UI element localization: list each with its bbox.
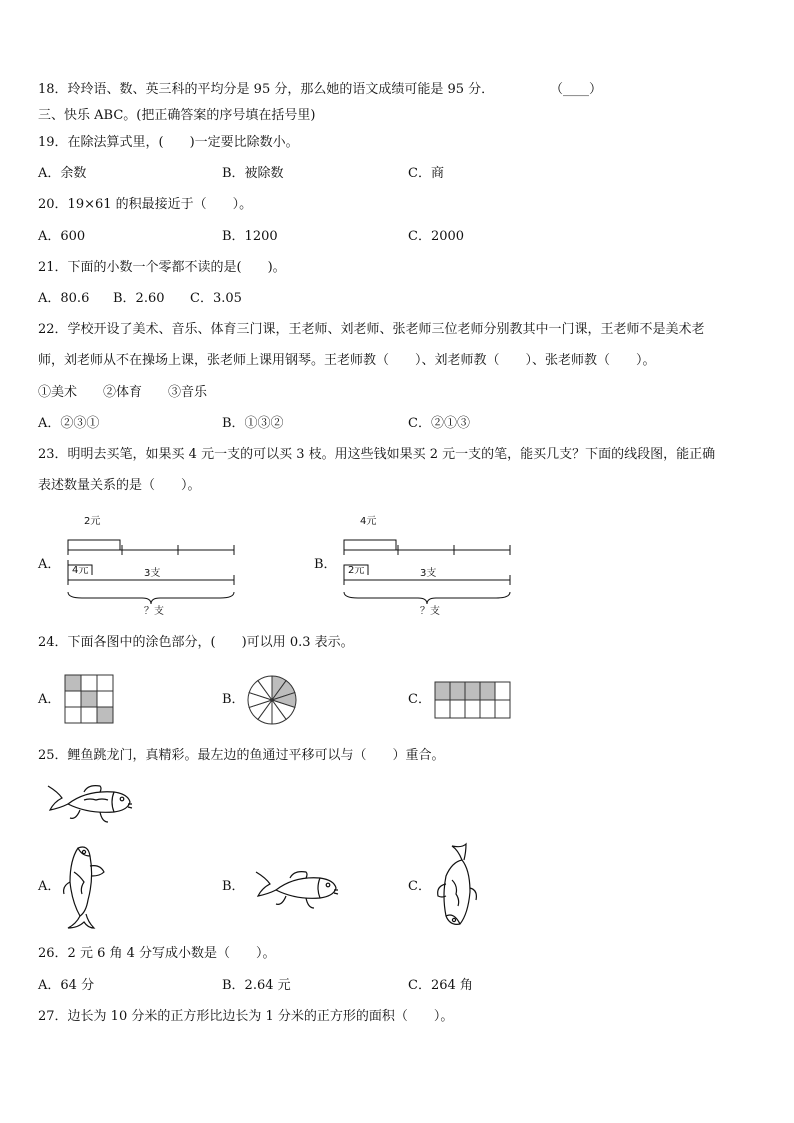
- q21-option-b[interactable]: B．2.60: [113, 291, 165, 306]
- q20-option-c[interactable]: C．2000: [408, 229, 465, 244]
- q26-option-a[interactable]: A．64 分: [38, 978, 95, 993]
- q20-option-b[interactable]: B．1200: [222, 229, 278, 244]
- q24-figure-a-grid[interactable]: [64, 674, 118, 726]
- q23-b-mid-label: 3支: [420, 568, 437, 579]
- q23-b-small-label: 2元: [348, 565, 365, 576]
- q18-answer-blank[interactable]: （____）: [550, 82, 603, 97]
- q22-option-a[interactable]: A．②③①: [38, 416, 100, 431]
- q26-option-b[interactable]: B．2.64 元: [222, 978, 291, 993]
- q26-text: 26．2 元 6 角 4 分写成小数是（ ）。: [38, 946, 276, 961]
- q21-option-a[interactable]: A．80.6: [38, 291, 90, 306]
- q23-diagram-a[interactable]: [62, 510, 242, 620]
- q20-text: 20．19×61 的积最接近于（ ）。: [38, 197, 253, 212]
- section-3-heading: 三、快乐 ABC。(把正确答案的序号填在括号里): [38, 108, 316, 123]
- q22-items: ①美术 ②体育 ③音乐: [38, 385, 208, 400]
- q19-text: 19．在除法算式里，( )一定要比除数小。: [38, 135, 299, 150]
- q25-option-a-label[interactable]: A．: [38, 879, 61, 894]
- q25-fish-b[interactable]: [252, 864, 342, 912]
- q23-a-top-label: 2元: [84, 516, 101, 527]
- q19-option-b[interactable]: B．被除数: [222, 166, 284, 181]
- q25-option-c-label[interactable]: C．: [408, 879, 431, 894]
- q23-a-mid-label: 3支: [144, 568, 161, 579]
- q26-option-c[interactable]: C．264 角: [408, 978, 473, 993]
- q22-text-line2: 师，刘老师从不在操场上课，张老师上课用钢琴。王老师教（ ）、刘老师教（ ）、张老师教（ ）。: [38, 353, 656, 368]
- q25-option-b-label[interactable]: B．: [222, 879, 245, 894]
- q20-option-a[interactable]: A．600: [38, 229, 86, 244]
- q23-text-line2: 表述数量关系的是（ ）。: [38, 478, 201, 493]
- q25-fish-a[interactable]: [60, 842, 110, 932]
- q24-option-c-label[interactable]: C．: [408, 692, 431, 707]
- q24-option-a-label[interactable]: A．: [38, 692, 61, 707]
- q23-b-top-label: 4元: [360, 516, 377, 527]
- q25-reference-fish: [44, 780, 136, 826]
- q23-a-bottom-label: ？支: [144, 606, 164, 617]
- q23-option-b-label[interactable]: B．: [314, 557, 337, 572]
- q27-text: 27．边长为 10 分米的正方形比边长为 1 分米的正方形的面积（ ）。: [38, 1009, 454, 1024]
- q19-option-c[interactable]: C．商: [408, 166, 444, 181]
- q18-text: 18．玲玲语、数、英三科的平均分是 95 分，那么她的语文成绩可能是 95 分．: [38, 82, 495, 97]
- q24-option-b-label[interactable]: B．: [222, 692, 245, 707]
- q19-option-a[interactable]: A．余数: [38, 166, 87, 181]
- q21-option-c[interactable]: C．3.05: [190, 291, 242, 306]
- q21-text: 21．下面的小数一个零都不读的是( )。: [38, 260, 286, 275]
- q25-text: 25．鲤鱼跳龙门，真精彩。最左边的鱼通过平移可以与（ ）重合。: [38, 748, 445, 763]
- q24-figure-b-circle[interactable]: [246, 674, 300, 728]
- q23-option-a-label[interactable]: A．: [38, 557, 61, 572]
- q22-option-b[interactable]: B．①③②: [222, 416, 284, 431]
- q25-fish-c[interactable]: [432, 840, 482, 932]
- q23-diagram-b[interactable]: [338, 510, 518, 620]
- q24-figure-c-strip[interactable]: [434, 681, 514, 719]
- q22-text-line1: 22．学校开设了美术、音乐、体育三门课，王老师、刘老师、张老师三位老师分别教其中一门课，王老师不是美术老: [38, 322, 705, 337]
- q24-text: 24．下面各图中的涂色部分，( )可以用 0.3 表示。: [38, 635, 354, 650]
- q22-option-c[interactable]: C．②①③: [408, 416, 470, 431]
- q23-text-line1: 23．明明去买笔，如果买 4 元一支的可以买 3 枝。用这些钱如果买 2 元一支的笔，能买几支？下面的线段图，能正确: [38, 447, 716, 462]
- q23-a-small-label: 4元: [72, 565, 89, 576]
- q23-b-bottom-label: ？支: [420, 606, 440, 617]
